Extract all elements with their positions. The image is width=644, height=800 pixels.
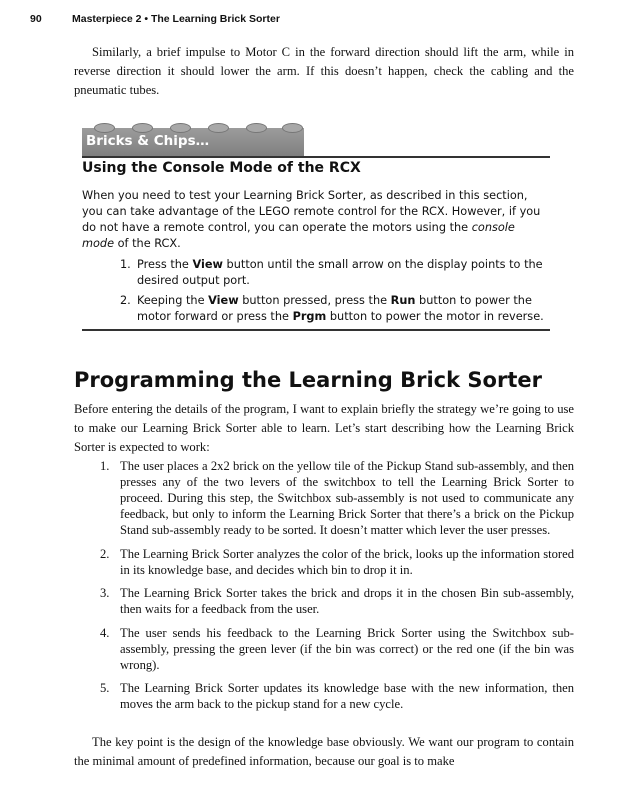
prgm-key: Prgm xyxy=(292,310,327,323)
view-key: View xyxy=(208,294,239,307)
running-title: Masterpiece 2 • The Learning Brick Sorter xyxy=(72,13,280,25)
list-item: 5. The Learning Brick Sorter updates its knowledge base with the new information, then moves the arm back to the pickup stand for a new cycle. xyxy=(100,681,574,711)
sidebar-step: 1. Press the View button until the small arrow on the display points to the desired output port. xyxy=(120,258,543,287)
list-item: 3. The Learning Brick Sorter takes the brick and drops it in the chosen Bin sub-assembly, then waits for a feedback from the user. xyxy=(100,586,574,616)
console-mode-term: console mode xyxy=(82,221,515,250)
list-item: 1. The user places a 2x2 brick on the yellow tile of the Pickup Stand sub-assembly, and then presses any of the two levers of the switchbox to tell the Learning Brick Sorter to proceed. During this step, the Switchbox sub-assembly is not used to communicate any feedback, but only to inform the Learning Brick Sorter that there’s a brick on the Pickup Stand sub-assembly ready to be sorted. It doesn’t matter which lever the user presses. xyxy=(100,459,574,537)
closing-paragraph: The key point is the design of the knowledge base obviously. We want our program to contain the minimal amount of predefined information, because our goal is to make xyxy=(74,735,574,769)
run-key: Run xyxy=(390,294,416,307)
intro-paragraph: Similarly, a brief impulse to Motor C in the forward direction should lift the arm, while in reverse direction it should lower the arm. If this doesn’t happen, check the cabling and the pneumatic tubes. xyxy=(74,45,574,98)
list-item: 2. The Learning Brick Sorter analyzes the color of the brick, looks up the information stored in its knowledge base, and decides which bin to drop it in. xyxy=(100,546,574,577)
workflow-steps xyxy=(74,458,574,720)
sidebar-rule-top xyxy=(82,156,550,158)
list-item: 4. The user sends his feedback to the Learning Brick Sorter using the Switchbox sub-assembly, pressing the green lever (if the bin was correct) or the red one (if the bin was wrong). xyxy=(100,625,574,672)
running-header xyxy=(30,13,614,25)
sidebar-rule-bottom xyxy=(82,329,550,331)
sidebar-steps xyxy=(82,257,550,325)
sidebar-heading: Using the Console Mode of the RCX xyxy=(82,160,361,176)
section-intro: Before entering the details of the program, I want to explain briefly the strategy we’re going to use to make our Learning Brick Sorter able to learn. Let’s start describing how the Learning Brick Sorter is expected to work: xyxy=(74,402,574,455)
sidebar-box xyxy=(82,128,550,331)
bricks-chips-banner xyxy=(82,128,304,156)
sidebar-step: 2. Keeping the View button pressed, press the Run button to power the motor forward or press the Prgm button to power the motor in reverse. xyxy=(120,294,544,323)
sidebar-body: When you need to test your Learning Brick Sorter, as described in this section, you can take advantage of the LEGO remote control for the RCX. However, if you do not have a remote control, you can operate the motors using the console mode of the RCX. xyxy=(82,189,541,250)
page-number: 90 xyxy=(30,13,42,25)
section-heading: Programming the Learning Brick Sorter xyxy=(74,368,542,392)
banner-title: Bricks & Chips… xyxy=(86,133,210,149)
view-key: View xyxy=(192,258,223,271)
